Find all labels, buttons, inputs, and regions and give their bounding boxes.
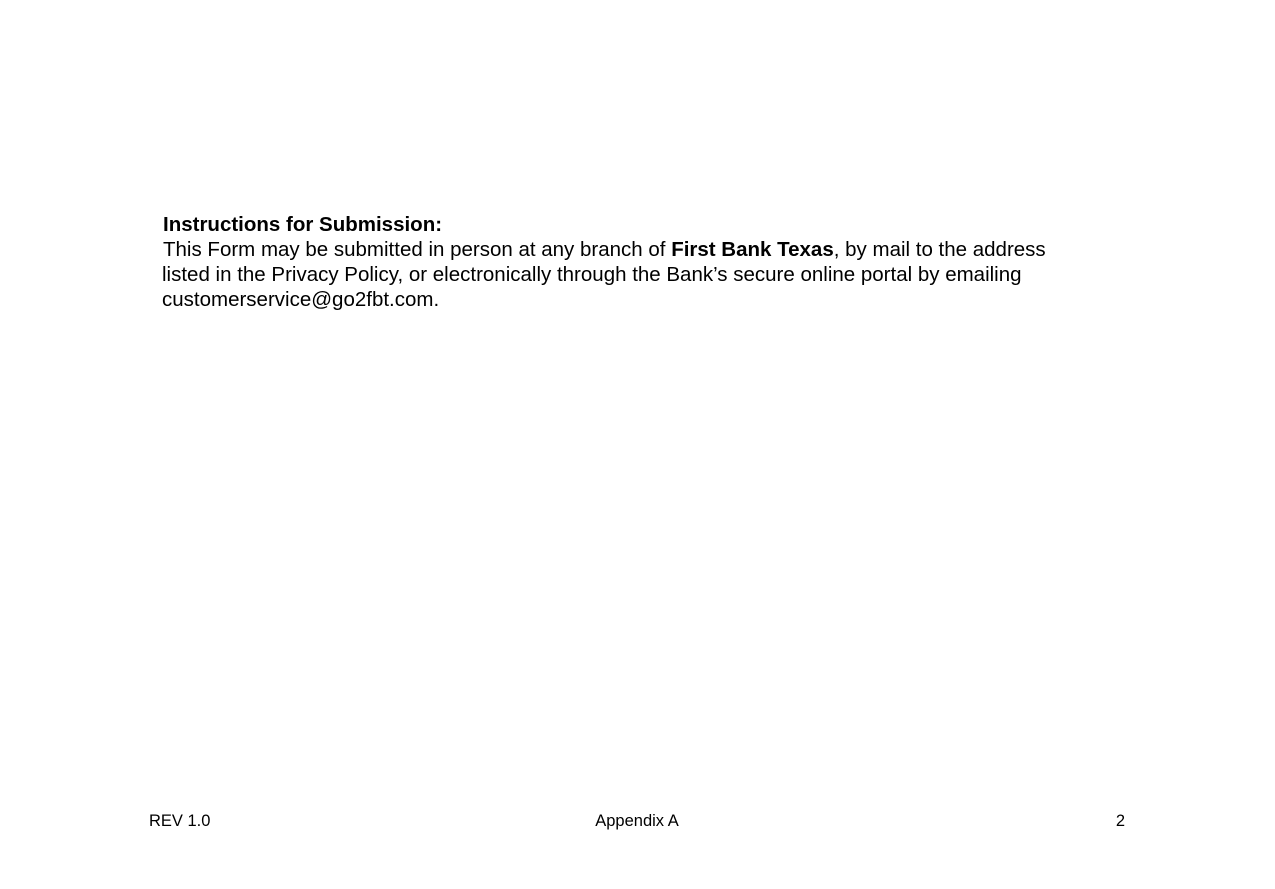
page-footer bbox=[149, 811, 1125, 833]
section-label: Appendix A bbox=[595, 812, 679, 830]
bank-name: First Bank Texas bbox=[671, 238, 834, 261]
instructions-body bbox=[162, 237, 1082, 312]
page-number: 2 bbox=[1115, 812, 1125, 830]
instructions-text-end: , by mail to the address listed in the Privacy Policy, or electronically through the Bank’s secure online portal by emailing customerservice@go2fbt.com. bbox=[162, 238, 1046, 311]
instructions-section bbox=[162, 212, 1082, 312]
instructions-heading: Instructions for Submission: bbox=[163, 213, 443, 236]
instructions-text-start: This Form may be submitted in person at any branch of bbox=[163, 238, 672, 261]
revision-label: REV 1.0 bbox=[149, 812, 211, 830]
